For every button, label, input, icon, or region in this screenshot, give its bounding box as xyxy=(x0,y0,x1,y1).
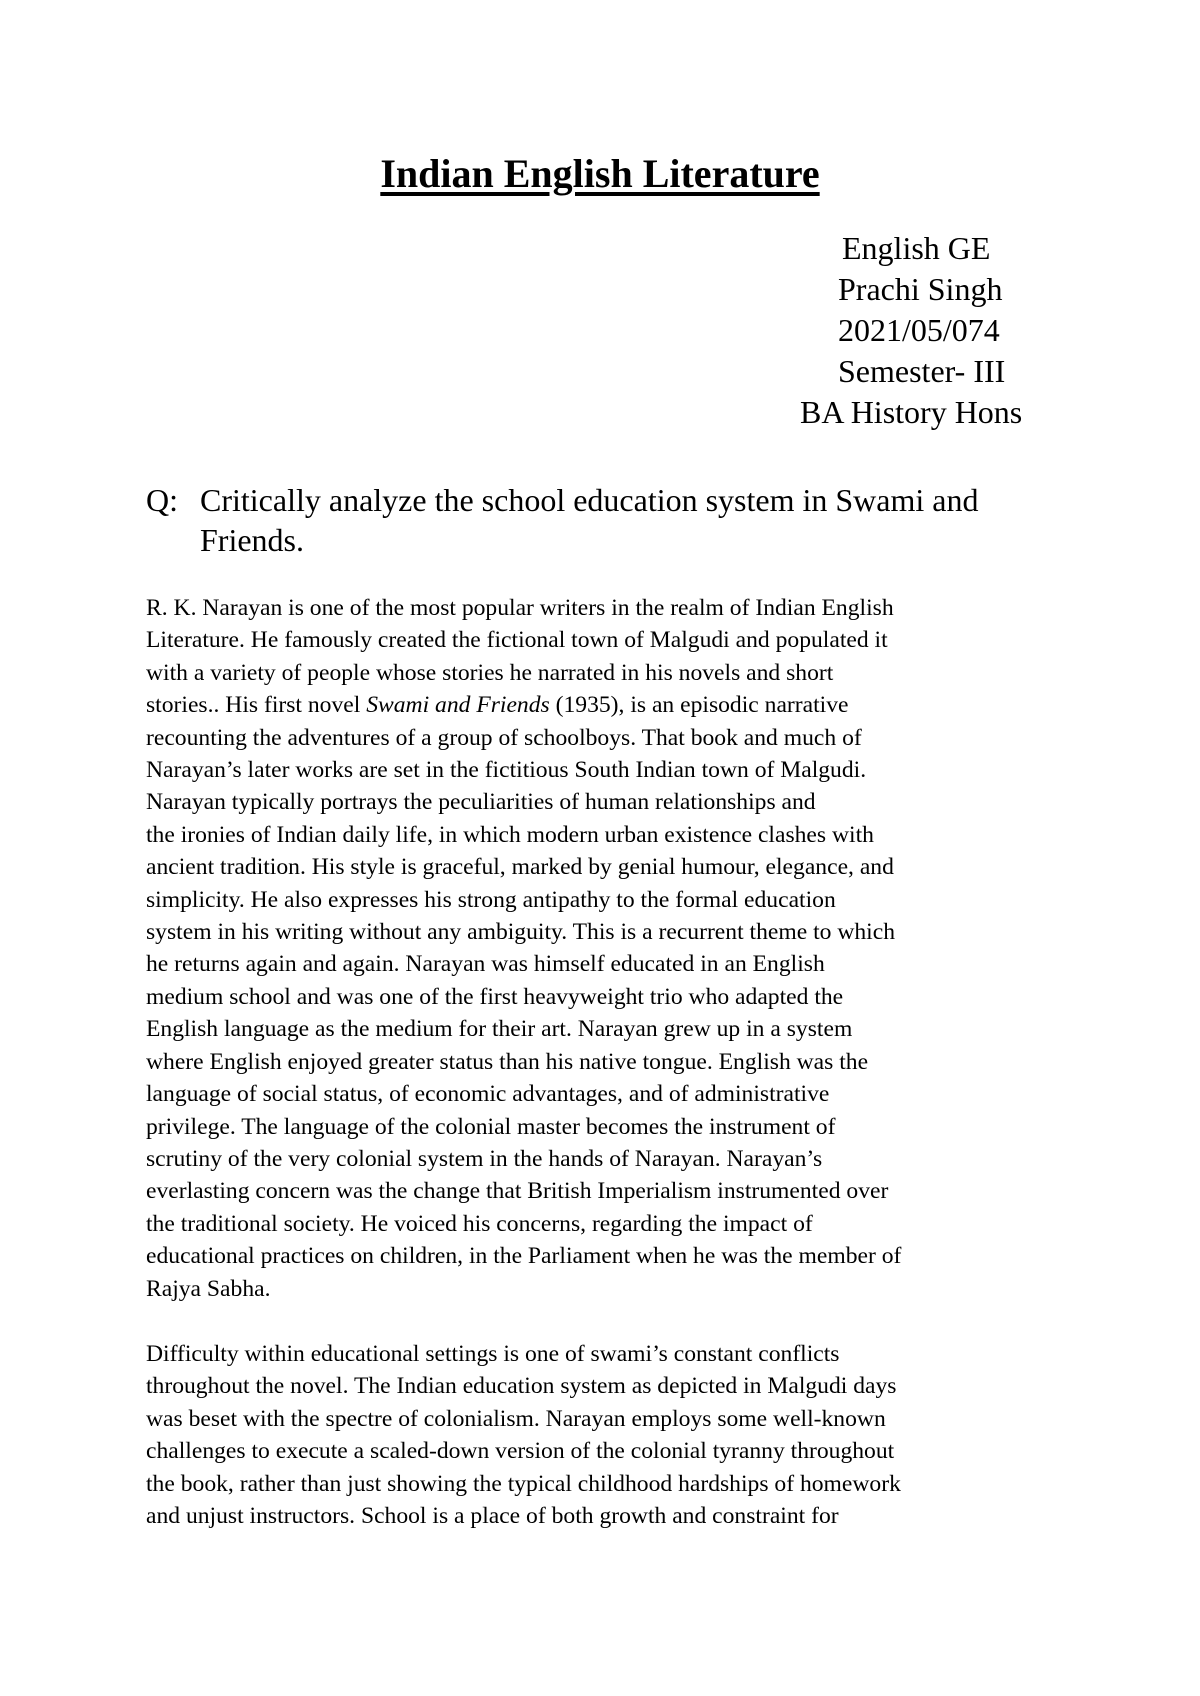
text-line: the book, rather than just showing the typical childhood hardships of homework xyxy=(146,1470,901,1497)
student-name: Prachi Singh xyxy=(838,271,1003,307)
text-line: challenges to execute a scaled-down version of the colonial tyranny throughout xyxy=(146,1438,895,1465)
text-line: Rajya Sabha. xyxy=(146,1275,271,1302)
text-line: R. K. Narayan is one of the most popular writers in the realm of Indian English xyxy=(146,595,894,621)
text-line: Literature. He famously created the fictional town of Malgudi and populated it xyxy=(146,627,888,654)
author-info-block xyxy=(790,228,1090,433)
roll-number: 2021/05/074 xyxy=(838,312,1000,348)
text-line: Narayan’s later works are set in the fictitious South Indian town of Malgudi. xyxy=(146,757,867,784)
question-text: Critically analyze the school education system in Swami and Friends. xyxy=(200,482,979,558)
text-line: he returns again and again. Narayan was himself educated in an English xyxy=(146,951,825,978)
text-line: Narayan typically portrays the peculiarities of human relationships and xyxy=(146,789,816,816)
paragraph-1 xyxy=(146,592,1066,1305)
text-line: recounting the adventures of a group of schoolboys. That book and much of xyxy=(146,724,862,751)
text-line: was beset with the spectre of colonialism. Narayan employs some well-known xyxy=(146,1405,886,1432)
novel-title-italic: Swami and Friends xyxy=(366,692,550,719)
text-line: Difficulty within educational settings is one of swami’s constant conflicts xyxy=(146,1341,840,1367)
text-segment: (1935), is an episodic narrative xyxy=(549,692,849,719)
text-line: medium school and was one of the first heavyweight trio who adapted the xyxy=(146,983,844,1010)
text-line: scrutiny of the very colonial system in the hands of Narayan. Narayan’s xyxy=(146,1145,823,1172)
text-line: and unjust instructors. School is a place of both growth and constraint for xyxy=(146,1503,839,1530)
document-title: Indian English Literature xyxy=(380,151,820,196)
semester: Semester- III xyxy=(838,353,1006,389)
text-line: the traditional society. He voiced his concerns, regarding the impact of xyxy=(146,1210,813,1237)
text-line: privilege. The language of the colonial master becomes the instrument of xyxy=(146,1113,836,1140)
text-line: English language as the medium for their art. Narayan grew up in a system xyxy=(146,1016,853,1043)
text-line: everlasting concern was the change that British Imperialism instrumented over xyxy=(146,1178,889,1205)
text-line xyxy=(146,689,1066,721)
text-line: simplicity. He also expresses his strong antipathy to the formal education xyxy=(146,886,836,913)
course-name: English GE xyxy=(842,230,991,266)
text-segment: stories.. His first novel xyxy=(146,692,367,719)
text-line: system in his writing without any ambiguity. This is a recurrent theme to which xyxy=(146,919,895,946)
text-line: throughout the novel. The Indian education system as depicted in Malgudi days xyxy=(146,1373,897,1400)
text-line: with a variety of people whose stories he narrated in his novels and short xyxy=(146,659,834,686)
paragraph-2 xyxy=(146,1338,1066,1532)
text-line: educational practices on children, in the Parliament when he was the member of xyxy=(146,1243,902,1270)
text-line: language of social status, of economic advantages, and of administrative xyxy=(146,1081,830,1108)
question-label: Q: xyxy=(146,482,178,518)
text-line: the ironies of Indian daily life, in which modern urban existence clashes with xyxy=(146,821,874,848)
text-line: where English enjoyed greater status than his native tongue. English was the xyxy=(146,1048,869,1075)
question-block xyxy=(146,480,1076,560)
program-name: BA History Hons xyxy=(800,394,1023,430)
text-line: ancient tradition. His style is graceful, marked by genial humour, elegance, and xyxy=(146,854,894,881)
